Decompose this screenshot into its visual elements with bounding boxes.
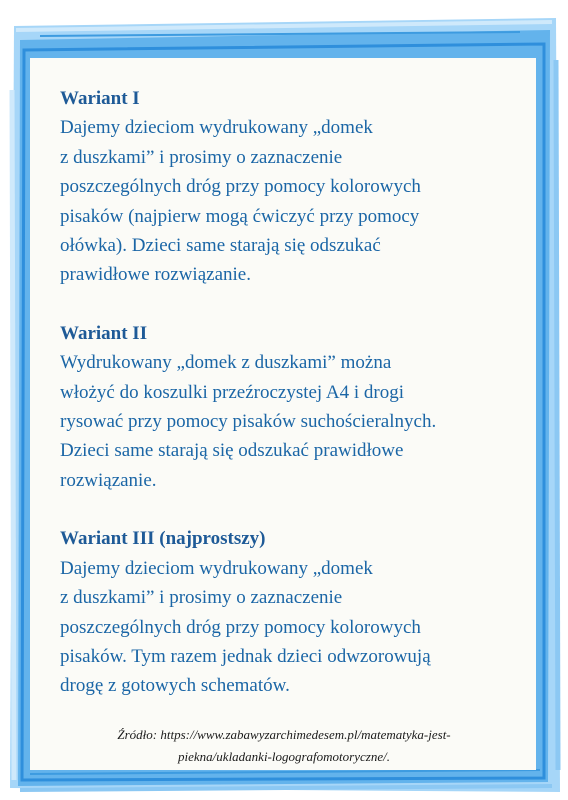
variant-2-line: rozwiązanie. bbox=[60, 469, 157, 491]
variant-3-line: drogę z gotowych schematów. bbox=[60, 675, 290, 697]
variant-3-line: pisaków. Tym razem jednak dzieci odwzorowują bbox=[60, 645, 431, 667]
variant-1-line: Dajemy dzieciom wydrukowany „domek bbox=[60, 117, 373, 139]
variant-1-line: z duszkami” i prosimy o zaznaczenie bbox=[60, 146, 343, 168]
variant-3-line: z duszkami” i prosimy o zaznaczenie bbox=[60, 587, 343, 609]
variant-3-line: poszczególnych dróg przy pomocy kolorowych bbox=[60, 616, 421, 638]
variant-1-title: Wariant I bbox=[60, 88, 140, 109]
source-line-1: Źródło: https://www.zabawyzarchimedesem.pl/matematyka-jest- bbox=[117, 727, 451, 742]
variant-3-section bbox=[60, 524, 520, 700]
variant-1-line: poszczególnych dróg przy pomocy kolorowych bbox=[60, 176, 421, 198]
variants-text bbox=[60, 84, 520, 701]
variant-2-section bbox=[60, 319, 520, 495]
variant-2-title: Wariant II bbox=[60, 322, 148, 344]
variant-1-line: prawidłowe rozwiązanie. bbox=[60, 264, 251, 286]
variant-1-line: ołówka). Dzieci same starają się odszukać bbox=[60, 235, 381, 257]
variant-1-line: pisaków (najpierw mogą ćwiczyć przy pomocy bbox=[60, 205, 420, 227]
variant-2-line: włożyć do koszulki przeźroczystej A4 i drogi bbox=[60, 381, 405, 403]
variant-3-line: Dajemy dzieciom wydrukowany „domek bbox=[60, 557, 373, 579]
variant-1-section bbox=[60, 84, 520, 290]
variant-2-line: rysować przy pomocy pisaków suchościeralnych. bbox=[60, 411, 437, 433]
source-line-2: piekna/ukladanki-logografomotoryczne/. bbox=[178, 749, 390, 764]
variant-2-line: Wydrukowany „domek z duszkami” można bbox=[60, 352, 392, 374]
variant-3-title: Wariant III (najprostszy) bbox=[60, 528, 266, 550]
variant-2-line: Dzieci same starają się odszukać prawidłowe bbox=[60, 440, 404, 462]
source-citation bbox=[40, 724, 528, 768]
